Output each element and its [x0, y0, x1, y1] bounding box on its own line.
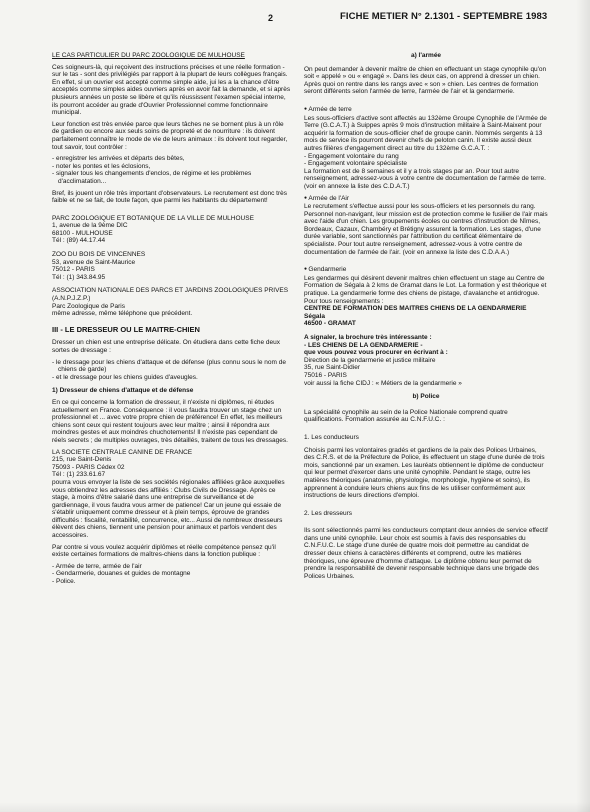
task-item: - enregistrer les arrivées et départs des bêtes,	[52, 155, 292, 163]
terre-item: - Engagement volontaire du rang	[304, 153, 548, 161]
brochure-intro: A signaler, la brochure très intéressante :	[304, 334, 432, 341]
subsection-1-title: 1) Dresseur de chiens d'attaque et de défense	[52, 387, 194, 395]
zoo-paragraph-1: Ces soigneurs-là, qui reçoivent des instructions précises et une réelle formation - sur le tas - sont des privilégiés par rapport à la plupart de leurs collègues français. En effet, si un ouvrier est accepté comme simple aide, jui les a la chance d'être acceptés comme simples aides ouvriers après en avoir fait la demande, et si après plusieurs années un poste se libère et qu'ils réussissent l'examen spécial interne, ils pourront accéder au grade d'Ouvrier Professionnel comme fonctionnaire municipal.	[52, 63, 291, 117]
armee-title: a) l'armée	[410, 52, 442, 59]
scan-bottom-shadow	[0, 802, 590, 812]
section-3-title: III - LE DRESSEUR OU LE MAITRE-CHIEN	[52, 324, 200, 334]
address-line: 1, avenue de la 9ème DIC	[52, 222, 128, 230]
address-vincennes	[52, 251, 292, 281]
police-paragraph: La spécialité cynophile au sein de la Police Nationale comprend quatre qualifications. Formation assurée au C.N.F.U.C. :	[304, 408, 508, 424]
address-direction	[304, 357, 548, 380]
address-line: Direction de la gendarmerie et justice militaire	[304, 356, 436, 364]
task-list	[52, 155, 292, 185]
cidj-reference: voir aussi la fiche CIDJ : « Métiers de la gendarmerie »	[304, 379, 462, 387]
address-anpjzp	[52, 287, 292, 317]
air-title: ● Armée de l'Air	[304, 195, 548, 203]
address-line: Tél : (1) 233.61.67	[52, 471, 106, 479]
task-item: - signaler tous les changements d'enclos, de régime et les problèmes d'acclimatation...	[52, 170, 292, 185]
address-line: 46500 - GRAMAT	[304, 320, 356, 328]
scc-paragraph: pourra vous envoyer la liste de ses sociétés régionales affiliées grâce auxquelles vous obtiendrez les adresses des affiliés : Clubs Civils de Dressage. Après ce stage, à moins d'être salarié dans une entreprise de surveillance et de gardiennage, il vous faudra vous armer de patience! Car un jeune qui essaie de s'établir uniquement comme dresseur et à plein temps, éprouve de grandes difficultés : fiscalité, rentabilité, concurrence, etc... Aussi de nombreux dresseurs élèvent des chiens, tiennent une pension pour animaux et parfois vendent des accessoires.	[52, 478, 285, 540]
address-line: 53, avenue de Saint-Maurice	[52, 258, 136, 266]
address-scc	[52, 449, 292, 479]
page-number: 2	[268, 13, 274, 23]
police-title: b) Police	[412, 393, 440, 401]
brochure-title: - LES CHIENS DE LA GENDARMERIE -	[304, 341, 423, 349]
terre-paragraph-2: La formation est de 8 semaines et il y a trois stages par an. Pour tout autre renseignement, adressez-vous à votre centre de documentation de l'armée de terre. (voir en annexe la liste des C.D.A.T.)	[304, 167, 546, 190]
address-line: Ségala	[304, 312, 325, 320]
address-mulhouse	[52, 215, 292, 245]
address-line: LA SOCIETE CENTRALE CANINE DE FRANCE	[52, 448, 193, 456]
address-line: ZOO DU BOIS DE VINCENNES	[52, 251, 146, 259]
address-line: ASSOCIATION NATIONALE DES PARCS ET JARDINS ZOOLOGIQUES PRIVES (A.N.P.J.Z.P.)	[52, 287, 289, 303]
document-title: FICHE METIER N° 2.1301 - SEPTEMBRE 1983	[340, 11, 548, 22]
conducteurs-title: 1. Les conducteurs	[304, 433, 359, 441]
terre-title: ● Armée de terre	[304, 106, 548, 114]
zoo-section-title: LE CAS PARTICULIER DU PARC ZOOLOGIQUE DE MULHOUSE	[52, 52, 245, 59]
dressage-intro: Dresser un chien est une entreprise délicate. On étudiera dans cette fiche deux sortes de dressage :	[52, 339, 280, 354]
terre-paragraph: Les sous-officiers d'active sont affectés au 132ème Groupe Cynophile de l'Armée de Terre (G.C.A.T.) à Suippes après 9 mois d'instruction militaire à Saint-Maixent pour acquérir la formation de sous-officier chef de groupe canin. Nommés sergents à 13 mois de service ils pourront devenir chefs de peloton canin. Il existe aussi deux autres filières d'engagement direct au titre du 132ème G.C.A.T. :	[304, 114, 547, 152]
zoo-paragraph-2: Leur fonction est très enviée parce que leurs tâches ne se bornent plus à un rôle de gardien ou encore aux seuls soins de propreté et de nourriture : ils doivent parfaitement connaître le mode de vie de leurs animaux : ils doivent tout regarder, tout savoir, tout contrôler :	[52, 120, 288, 151]
public-item: - Armée de terre, armée de l'air	[52, 563, 292, 571]
public-item: - Police.	[52, 578, 292, 586]
address-line: 75093 - PARIS Cédex 02	[52, 463, 125, 471]
air-paragraph: Le recrutement s'effectue aussi pour les sous-officiers et les personnels du rang. Personnel non-navigant, leur mission est de protection comme le fusilier de l'air mais avec l'aide d'un chien. Les groupements écoles ou centres d'instruction de Nîmes, Bordeaux, Cazaux, Chambéry et Brétigny assurent la formation. Les stages, d'une durée variable, sont sanctionnés par l'attribution du certificat élémentaire de spécialiste. Pour tout autre renseignement, adressez-vous à votre centre de documentation de l'armée de l'air. (voir en annexe la liste des C.D.A.A.)	[304, 203, 548, 256]
scan-edge-shadow	[576, 0, 590, 812]
address-line: PARC ZOOLOGIQUE ET BOTANIQUE DE LA VILLE DE MULHOUSE	[52, 214, 254, 222]
terre-item: - Engagement volontaire spécialiste	[304, 160, 548, 168]
left-column	[52, 52, 292, 590]
armee-paragraph: On peut demander à devenir maître de chien en effectuant un stage cynophile qu'on soit « appelé » ou « engagé ». Dans les deux cas, on apprend à dresser un chien. Après quoi on rentre dans les rangs avec « son » chien. Les centres de formation seront différents selon l'armée de terre, l'armée de l'air et la gendarmerie.	[304, 65, 547, 96]
gendarmerie-paragraph: Les gendarmes qui désirent devenir maîtres chien effectuent un stage au Centre de Formation de Ségala à 2 kms de Gramat dans le Lot. La formation y est théorique et pratique. La gendarmerie forme des chiens de pistage, d'avalanche et antidrogue.	[304, 274, 547, 298]
address-line: même adresse, même téléphone que précédent.	[52, 310, 193, 318]
address-line: 75016 - PARIS	[304, 371, 347, 379]
zoo-paragraph-3: Bref, ils jouent un rôle très important d'observateurs. Le recrutement est donc très faible et ne se fait, de toute façon, que parmi les habitants du département!	[52, 189, 287, 205]
conducteurs-paragraph: Choisis parmi les volontaires gradés et gardiens de la paix des Polices Urbaines, des C.R.S. et de la Préfecture de Police, ils effectuent un stage d'une durée de trois mois, sanctionné par un examen. Les lauréats obtiennent le diplôme de conducteur qui leur permet d'exercer dans une unité cynophile. Pendant le stage, outre les matières théoriques (anatomie, physiologie, morphologie, hygiène et soins), ils apprennent à conduire leurs chiens aux fins de les utiliser conformément aux instructions de leurs directions d'emploi.	[304, 446, 545, 500]
public-list	[52, 563, 292, 586]
gendarmerie-info: Pour tous renseignements :	[304, 297, 384, 305]
address-line: Tél : (89) 44.17.44	[52, 237, 106, 245]
dressage-item: - le dressage pour les chiens d'attaque et de défense (plus connu sous le nom de chiens de garde)	[52, 359, 292, 374]
address-line: 75012 - PARIS	[52, 266, 95, 274]
public-paragraph: Par contre si vous voulez acquérir diplômes et réelle compétence pensez qu'il existe certaines formations de maîtres-chiens dans la fonction publique :	[52, 543, 276, 559]
gendarmerie-title: ● Gendarmerie	[304, 266, 548, 274]
task-item: - noter les pontes et les éclosions,	[52, 163, 292, 171]
right-column	[304, 52, 548, 584]
terre-list	[304, 153, 548, 168]
address-line: Parc Zoologique de Paris	[52, 302, 125, 310]
public-item: - Gendarmerie, douanes et guides de montagne	[52, 570, 292, 578]
address-line: 68100 - MULHOUSE	[52, 229, 113, 237]
address-line: 215, rue Saint-Denis	[52, 456, 112, 464]
address-line: 35, rue Saint-Didier	[304, 364, 360, 372]
dressage-list	[52, 359, 292, 382]
address-line: CENTRE DE FORMATION DES MAITRES CHIENS DE LA GENDARMERIE	[304, 305, 527, 313]
dresseurs-title: 2. Les dresseurs	[304, 509, 353, 517]
dressage-item: - et le dressage pour les chiens guides d'aveugles.	[52, 374, 292, 382]
brochure-order: que vous pouvez vous procurer en écrivant à :	[304, 349, 448, 357]
address-segala	[304, 305, 548, 328]
address-line: Tél : (1) 343.84.95	[52, 273, 106, 281]
dresseurs-paragraph: Ils sont sélectionnés parmi les conducteurs comptant deux années de service effectif dans une unité cynophile. Leur choix est soumis à l'avis des responsables du C.N.F.U.C. Le stage d'une durée de quatre mois doit permettre au candidat de dresser deux chiens à caractères différents et comprend, outre les matières théoriques, une épreuve d'homme d'attaque. Le diplôme obtenu leur permet de prendre la responsabilité de devenir responsable technique dans une brigade des Polices Urbaines.	[304, 527, 548, 580]
dresseur-paragraph: En ce qui concerne la formation de dresseur, il n'existe ni diplômes, ni études actuellement en France. Conséquence : il vous faudra trouver un stage chez un professionnel et ... avec votre propre chien de préférence! En effet, les meilleurs chiens sont ceux qui restent toujours avec leur maître ; ainsi il répondra aux moindres gestes et aux moindres chuchotements! Il n'existe pas cependant de réels secrets ; de multiples ouvrages, très détaillés, traitent de tous les dressages.	[52, 398, 288, 444]
